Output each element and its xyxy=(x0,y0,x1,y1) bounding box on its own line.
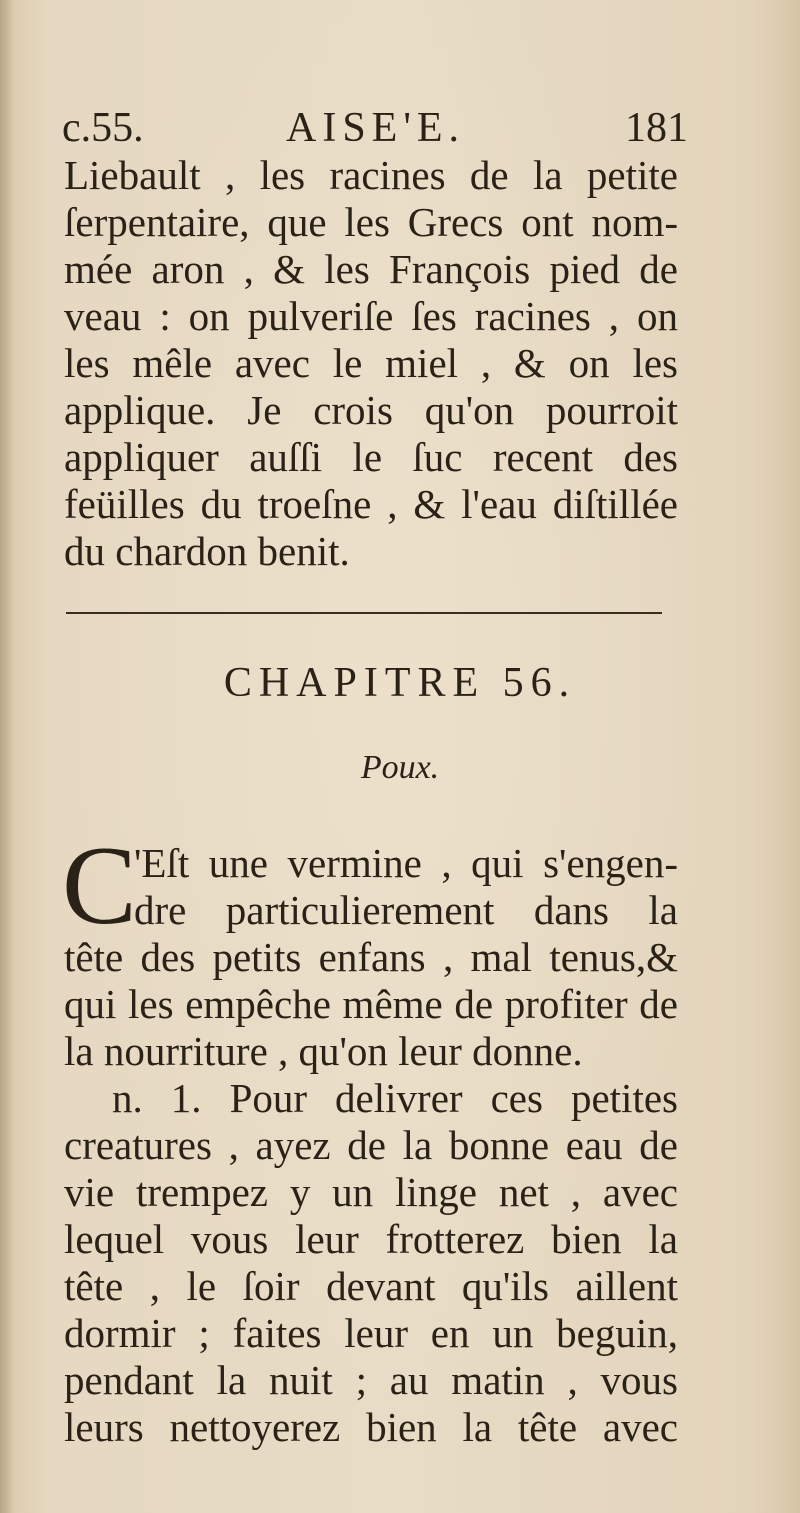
chapter-subtitle: Poux. xyxy=(360,749,440,786)
text-line: appliquer auſſi le ſuc recent des xyxy=(64,434,678,480)
text-line: du chardon benit. xyxy=(64,528,350,574)
text-line: feüilles du troeſne , & l'eau diſtillée xyxy=(64,481,678,527)
text-line: tête des petits enfans , mal tenus,& xyxy=(64,934,678,980)
running-head-title: AISE'E. xyxy=(286,105,466,151)
page-number: 181 xyxy=(625,105,688,151)
text-line: leurs nettoyerez bien la tête avec xyxy=(64,1404,678,1450)
text-line: les mêle avec le miel , & on les xyxy=(64,340,678,386)
running-head xyxy=(62,100,688,156)
section-divider xyxy=(66,612,662,614)
text-line: veau : on pulveriſe ſes racines , on xyxy=(64,293,678,339)
text-line: applique. Je crois qu'on pourroit xyxy=(64,387,678,433)
text-line: ſerpentaire, que les Grecs ont nom- xyxy=(64,199,678,245)
running-head-section: c.55. xyxy=(62,105,144,151)
text-line: mée aron , & les François pied de xyxy=(64,246,678,292)
text-line: pendant la nuit ; au matin , vous xyxy=(64,1357,678,1403)
text-line: tête , le ſoir devant qu'ils aillent xyxy=(64,1263,678,1309)
text-line: creatures , ayez de la bonne eau de xyxy=(64,1122,678,1168)
text-line: dormir ; faites leur en un beguin, xyxy=(64,1310,678,1356)
text-line: 'Eſt une vermine , qui s'engen- xyxy=(134,840,678,886)
text-line: lequel vous leur frotterez bien la xyxy=(64,1216,678,1262)
text-line: n. 1. Pour delivrer ces petites xyxy=(112,1075,678,1121)
text-line: dre particulierement dans la xyxy=(134,887,678,933)
chapter-body xyxy=(64,840,678,1451)
text-line: Liebault , les racines de la petite xyxy=(64,152,678,198)
text-line: la nourriture , qu'on leur donne. xyxy=(64,1028,583,1074)
chapter-heading: CHAPITRE 56. xyxy=(223,660,577,706)
text-line: qui les empêche même de profiter de xyxy=(64,981,678,1027)
paragraph-continued xyxy=(64,152,678,575)
text-line: vie trempez y un linge net , avec xyxy=(64,1169,678,1215)
drop-cap: C xyxy=(62,824,137,948)
